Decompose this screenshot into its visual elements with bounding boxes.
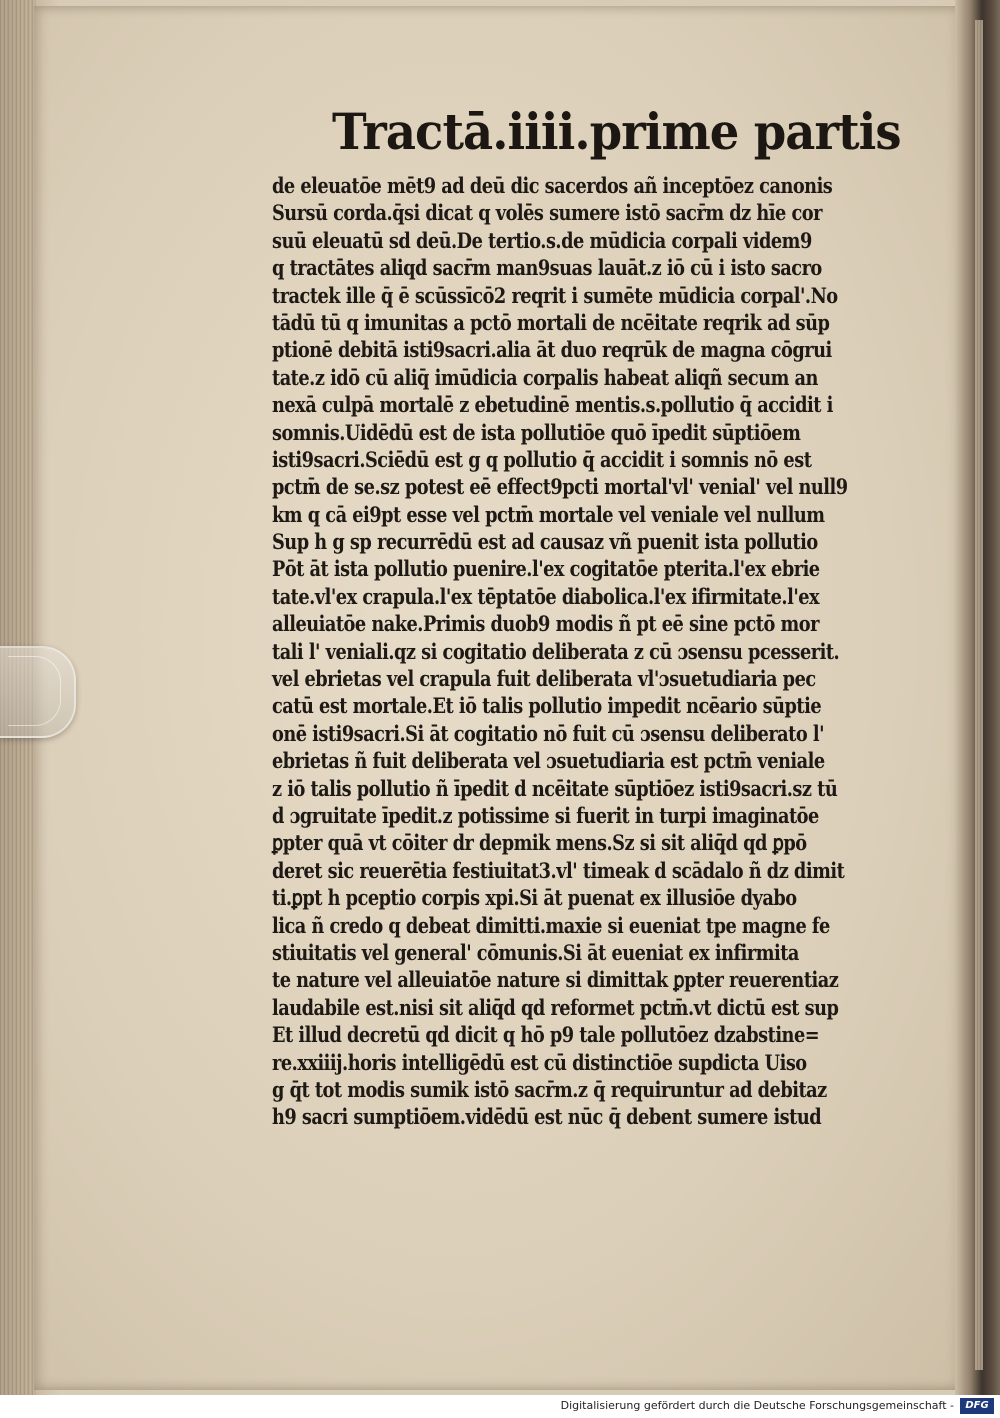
page-clip-inner bbox=[8, 656, 61, 726]
text-line: ptionē debitā isti9sacri.alia āt duo reqrūk de magna cōgrui bbox=[272, 337, 832, 363]
text-line: z iō talis pollutio ñ īpedit d ncēitate sūptiōez isti9sacri.sz tū bbox=[272, 775, 838, 801]
text-line: pctm̄ de se.sz potest eē effect9pcti mortal'vl' venial' vel null9 bbox=[272, 474, 848, 500]
funding-credit: Digitalisierung gefördert durch die Deutsche Forschungsgemeinschaft - bbox=[560, 1399, 954, 1412]
text-line: ti.ꝑpt h pceptio corpis xpi.Si āt puenat ex illusiōe dyabo bbox=[272, 885, 797, 911]
text-line: onē isti9sacri.Si āt cogitatio nō fuit cū ɔsensu deliberato l' bbox=[272, 720, 825, 746]
text-line: tādū tū q imunitas a pctō mortali de ncēitate reqrik ad sūp bbox=[272, 309, 830, 335]
text-line: catū est mortale.Et iō talis pollutio impedit ncēario sūptie bbox=[272, 693, 822, 719]
text-line: ebrietas ñ fuit deliberata vel ɔsuetudiaria est pctm̄ veniale bbox=[272, 748, 825, 774]
text-line: km q cā ei9pt esse vel pctm̄ mortale vel veniale vel nullum bbox=[272, 501, 825, 527]
text-line: Pōt āt ista pollutio puenire.l'ex cogitatōe pterita.l'ex ebrie bbox=[272, 556, 820, 582]
text-line: Sursū corda.q̄si dicat q volēs sumere istō sacr̄m dz hīe cor bbox=[272, 200, 822, 226]
text-line: nexā culpā mortalē z ebetudinē mentis.s.pollutio q̄ accidit i bbox=[272, 392, 833, 418]
text-line: deret sic reuerētia festiuitat3.vl' timeak d scādalo ñ dz dimit bbox=[272, 857, 845, 883]
text-line: re.xxiiij.horis intelligēdū est cū distinctiōe supdicta Uiso bbox=[272, 1049, 807, 1075]
text-line: stiuitatis vel general' cōmunis.Si āt eueniat ex infirmita bbox=[272, 939, 799, 965]
text-line: ꝑpter quā vt cōiter dr depmik mens.Sz si sit aliq̄d qd ꝑpō bbox=[272, 830, 807, 856]
right-page-edge bbox=[975, 20, 983, 1370]
text-line: de eleuatōe mēt9 ad deū dic sacerdos añ inceptōez canonis bbox=[272, 173, 833, 198]
text-line: tate.z idō cū aliq̄ imūdicia corpalis habeat aliqñ secum an bbox=[272, 364, 818, 390]
text-line: tate.vl'ex crapula.l'ex tēptatōe diabolica.l'ex ifirmitate.l'ex bbox=[272, 583, 820, 609]
text-line: laudabile est.nisi sit aliq̄d qd reformet pctm̄.vt dictū est sup bbox=[272, 994, 839, 1020]
text-line: te nature vel alleuiatōe nature si dimittak ꝑpter reuerentiaz bbox=[272, 967, 839, 993]
text-line: Et illud decretū qd dicit q hō p9 tale pollutōez dzabstine= bbox=[272, 1022, 820, 1048]
text-line: vel ebrietas vel crapula fuit deliberata vl'ɔsuetudiaria pec bbox=[272, 666, 816, 692]
text-line: somnis.Uidēdū est de ista pollutiōe quō īpedit sūptiōem bbox=[272, 419, 801, 445]
text-line: Sup h g sp recurrēdū est ad causaz vñ puenit ista pollutio bbox=[272, 529, 818, 555]
page-heading: Tractā.iiii.prime partis bbox=[332, 102, 901, 161]
text-line: d ɔgruitate īpedit.z potissime si fuerit in turpi imaginatōe bbox=[272, 802, 819, 828]
text-line: g q̄t tot modis sumik istō sacr̄m.z q̄ requiruntur ad debitaz bbox=[272, 1076, 827, 1102]
text-line: tractek ille q̄ ē scūssīcō2 reqrit i sumēte mūdicia corpal'.No bbox=[272, 282, 838, 308]
page-clip bbox=[0, 646, 76, 738]
text-line: q tractātes aliqd sacr̄m man9suas lauāt.z iō cū i isto sacro bbox=[272, 255, 822, 281]
footer-bar bbox=[0, 1395, 1000, 1418]
dfg-logo: DFG bbox=[960, 1398, 994, 1414]
text-line: tali l' veniali.qz si cogitatio deliberata z cū ɔsensu pcesserit. bbox=[272, 638, 840, 664]
text-line: h9 sacri sumptiōem.vidēdū est nūc q̄ debent sumere istud bbox=[272, 1104, 822, 1130]
text-line: isti9sacri.Sciēdū est g q pollutio q̄ accidit i somnis nō est bbox=[272, 446, 812, 472]
text-line: alleuiatōe nake.Primis duob9 modis ñ pt eē sine pctō mor bbox=[272, 611, 819, 637]
body-text bbox=[272, 172, 892, 1131]
text-line: suū eleuatū sd deū.De tertio.s.de mūdicia corpali videm9 bbox=[272, 227, 812, 253]
text-line: lica ñ credo q debeat dimitti.maxie si eueniat tpe magne fe bbox=[272, 912, 830, 938]
